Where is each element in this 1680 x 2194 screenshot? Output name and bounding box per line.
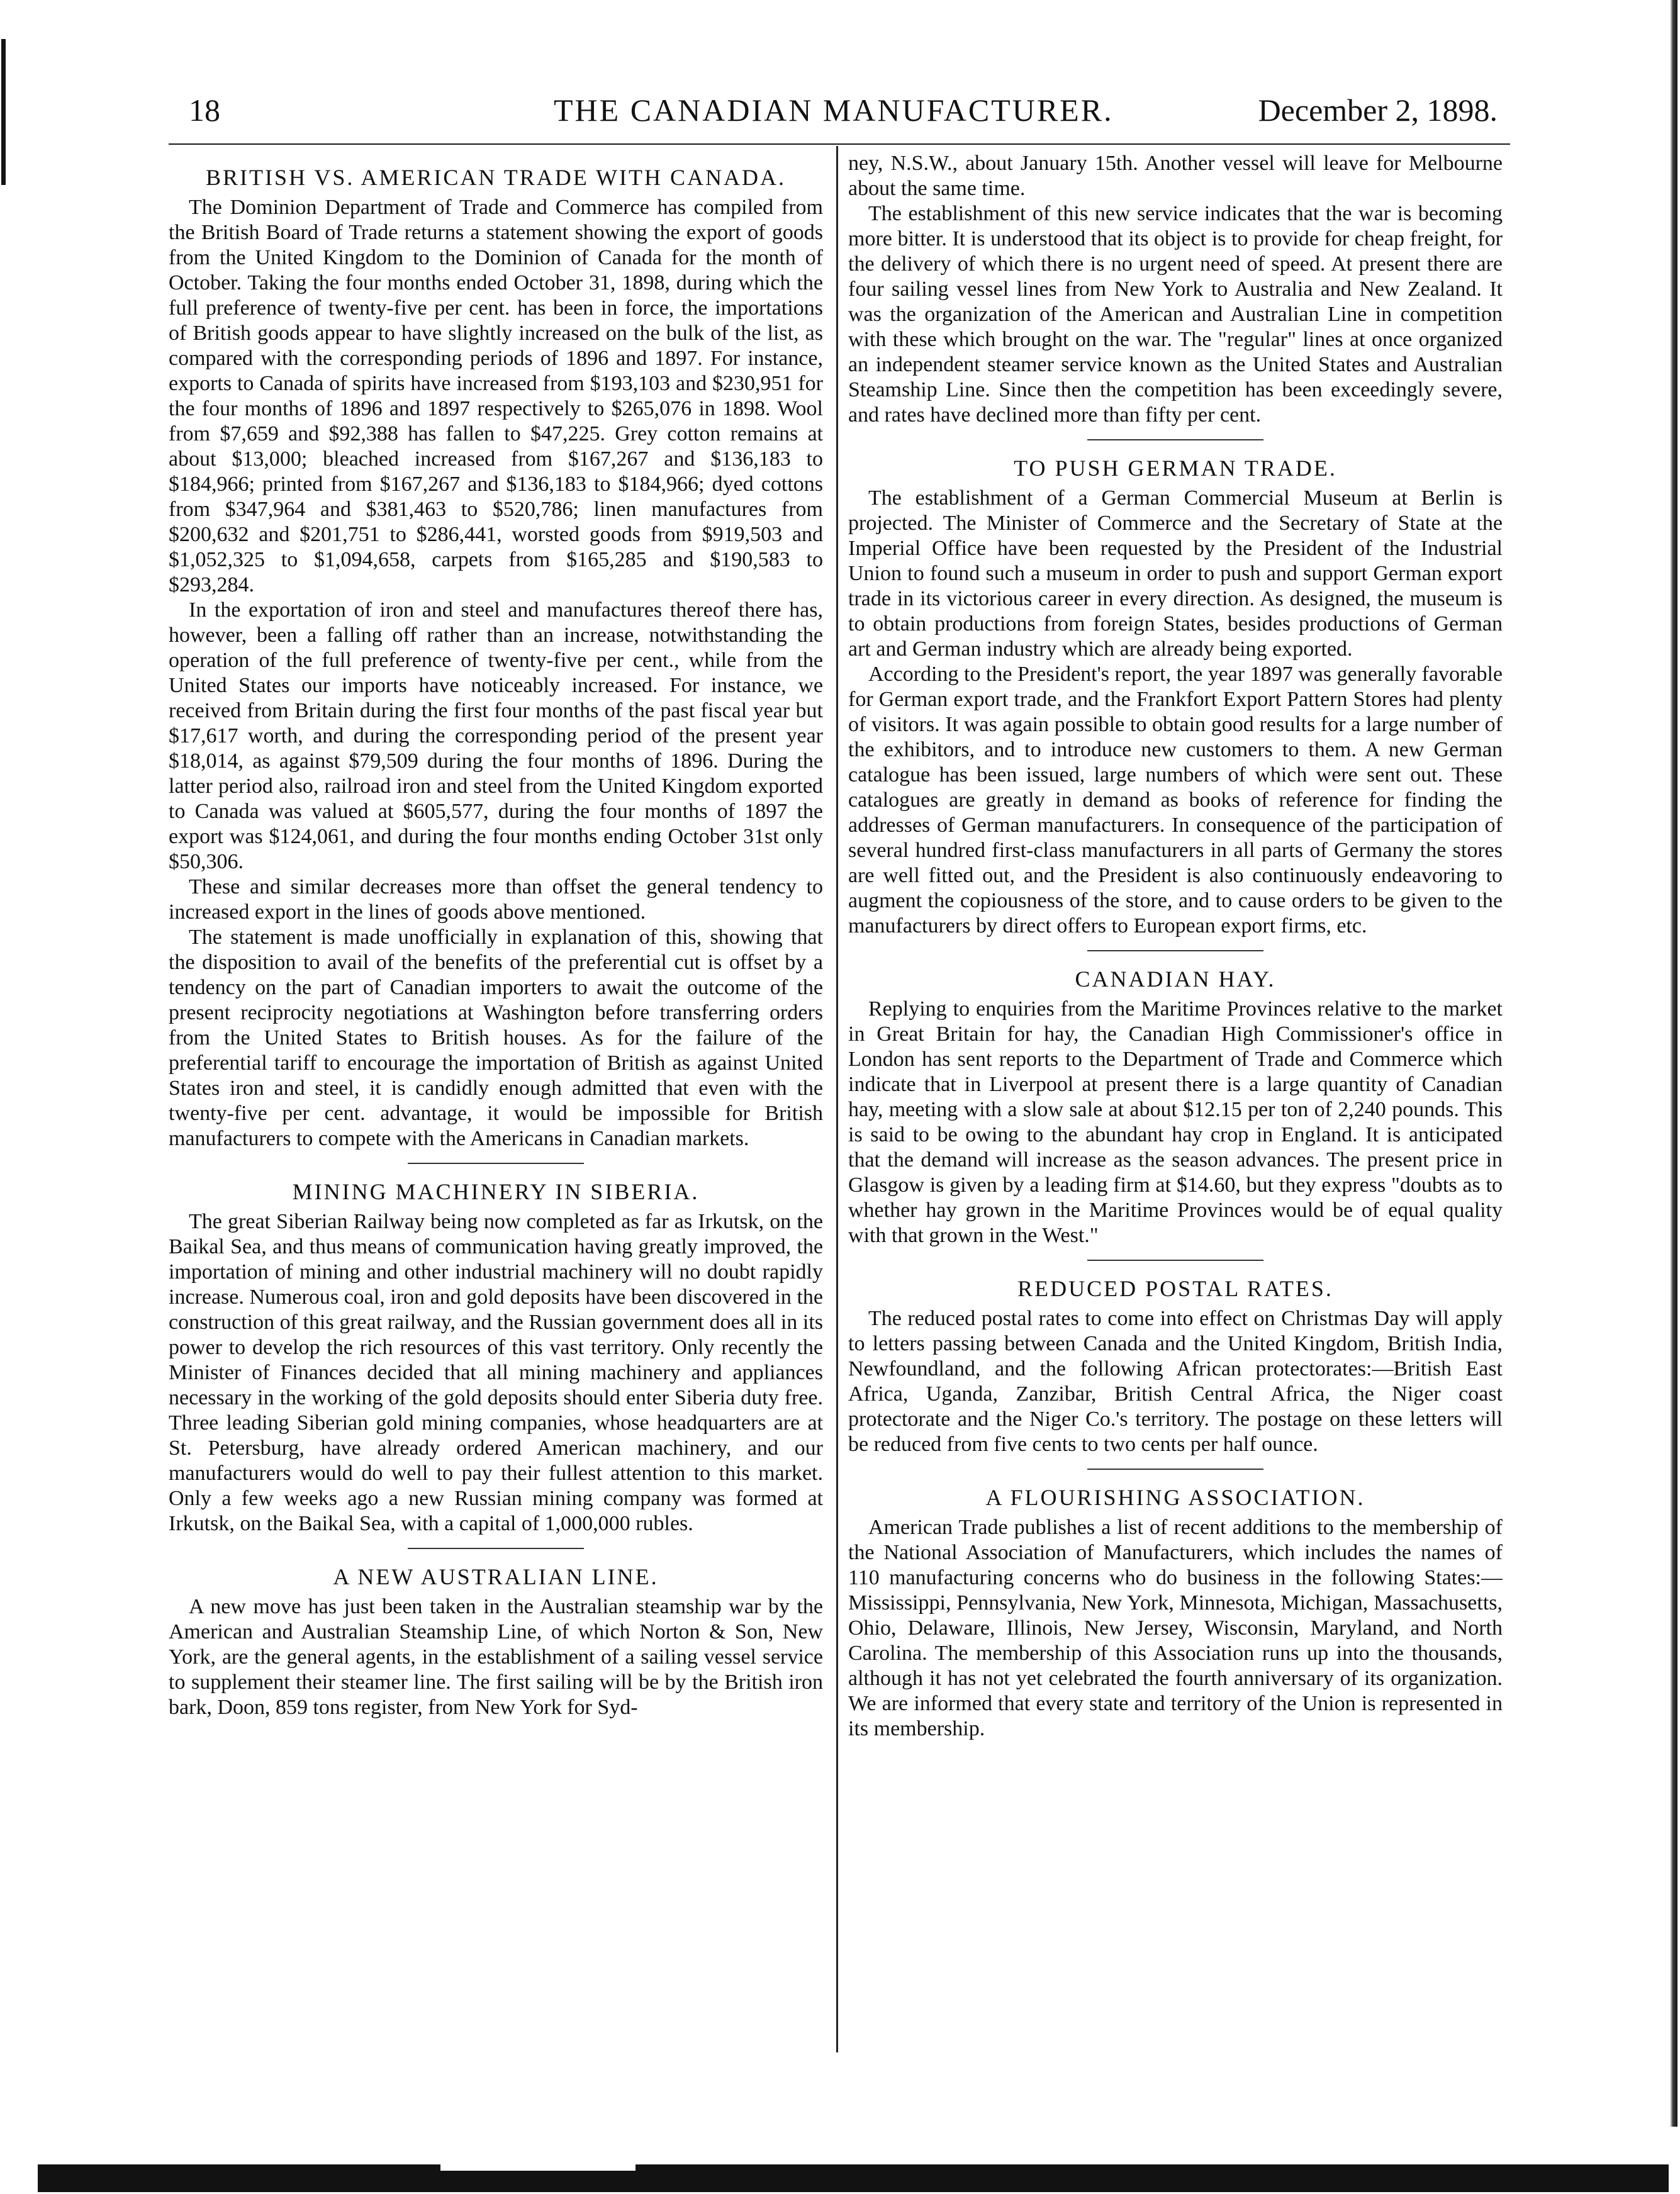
section-separator bbox=[1087, 1260, 1263, 1261]
scan-edge-left bbox=[1, 39, 6, 185]
article-paragraph: These and similar decreases more than offset the general tendency to increased export in the lines of goods above mentioned. bbox=[169, 875, 823, 924]
right-column bbox=[848, 151, 1503, 2164]
article-title-hay: CANADIAN HAY. bbox=[1075, 966, 1276, 992]
article-paragraph: The Dominion Department of Trade and Commerce has compiled from the British Board of Trade returns a statement showing the export of goods from the United Kingdom to the Dominion of Canada for the month of October. Taking the four months ended October 31, 1898, during which the full preference of twenty-five per cent. has been in force, the importations of British goods appear to have slightly increased on the bulk of the list, as compared with the corresponding periods of 1896 and 1897. For instance, exports to Canada of spirits have increased from $193,103 and $230,951 for the four months of 1896 and 1897 respectively to $265,076 in 1898. Wool from $7,659 and $92,388 has fallen to $47,225. Grey cotton remains at about $13,000; bleached increased from $167,267 and $136,183 to $184,966; printed from $167,267 and $136,183 to $184,966; dyed cottons from $347,964 and $381,463 to $520,786; linen manufactures from $200,632 and $201,751 to $286,441, worsted goods from $919,503 and $1,052,325 to $1,094,658, carpets from $165,285 and $190,583 to $293,284. bbox=[169, 196, 823, 596]
scan-bottom-band-gap bbox=[440, 2164, 636, 2171]
issue-date: December 2, 1898. bbox=[1258, 92, 1498, 128]
column-divider bbox=[836, 146, 838, 2052]
section-separator bbox=[1087, 439, 1263, 440]
article-paragraph: Replying to enquiries from the Maritime Provinces relative to the market in Great Britain for hay, the Canadian High Commissioner's office in London has sent reports to the Department of Trade and Commerce which indicate that in Liverpool at present there is a large quantity of Canadian hay, meeting with a slow sale at about $12.15 per ton of 2,240 pounds. This is said to be owing to the abundant hay crop in England. It is anticipated that the demand will increase as the season advances. The present price in Glasgow is given by a leading firm at $14.60, but they express "doubts as to whether hay grown in the Maritime Provinces would be of equal quality with that grown in the West." bbox=[848, 997, 1503, 1247]
article-paragraph: According to the President's report, the year 1897 was generally favorable for German export trade, and the Frankfort Export Pattern Stores had plenty of visitors. It was again possible to obtain good results for a large number of the exhibitors, and to introduce new customers to them. A new German catalogue has been issued, large numbers of which were sent out. These catalogues are greatly in demand as books of reference for finding the addresses of German manufacturers. In consequence of the participation of several hundred first-class manufacturers in all parts of Germany the stores are well fitted out, and the President is also continuously endeavoring to augment the copiousness of the store, and to cause orders to be given to the manufacturers by direct offers to European export firms, etc. bbox=[848, 663, 1503, 937]
article-title-australian: A NEW AUSTRALIAN LINE. bbox=[333, 1564, 659, 1589]
article-title-association: A FLOURISHING ASSOCIATION. bbox=[985, 1485, 1365, 1510]
scan-edge-right bbox=[1670, 0, 1677, 2127]
article-title-british-trade: BRITISH VS. AMERICAN TRADE WITH CANADA. bbox=[205, 165, 787, 190]
article-paragraph: The establishment of a German Commercial Museum at Berlin is projected. The Minister of Commerce and the Secretary of State at the Imperial Office have been requested by the President of the Industrial Union to found such a museum in order to push and support German export trade in its victorious career in every direction. As designed, the museum is to obtain productions from foreign States, besides productions of German art and German industry which are already being exported. bbox=[848, 486, 1503, 661]
article-title-mining: MINING MACHINERY IN SIBERIA. bbox=[292, 1179, 700, 1204]
journal-title: THE CANADIAN MANUFACTURER. bbox=[554, 92, 1114, 128]
article-title-postal: REDUCED POSTAL RATES. bbox=[1017, 1276, 1333, 1301]
article-paragraph: In the exportation of iron and steel and manufactures thereof there has, however, been a falling off rather than an increase, notwithstanding the operation of the full preference of twenty-five per cent., while from the United States our imports have noticeably increased. For instance, we received from Britain during the first four months of the past fiscal year but $17,617 worth, and during the corresponding period of the present year $18,014, as against $79,509 during the four months of 1896. During the latter period also, railroad iron and steel from the United Kingdom exported to Canada was valued at $605,577, during the four months of 1897 the export was $124,061, and during the four months ending October 31st only $50,306. bbox=[169, 598, 823, 873]
article-paragraph: The establishment of this new service indicates that the war is becoming more bitter. It is understood that its object is to provide for cheap freight, for the delivery of which there is no urgent need of speed. At present there are four sailing vessel lines from New York to Australia and New Zealand. It was the organization of the American and Australian Line in competition with these which brought on the war. The "regular" lines at once organized an independent steamer service known as the United States and Australian Steamship Line. Since then the competition has been exceedingly severe, and rates have declined more than fifty per cent. bbox=[848, 202, 1503, 427]
article-paragraph: A new move has just been taken in the Australian steamship war by the American and Australian Steamship Line, of which Norton & Son, New York, are the general agents, in the establishment of a sailing vessel service to supplement their steamer line. The first sailing will be by the British iron bark, Doon, 859 tons register, from New York for Syd- bbox=[169, 1595, 823, 1719]
section-separator bbox=[408, 1548, 584, 1549]
page-number: 18 bbox=[189, 92, 220, 128]
scan-bottom-band bbox=[38, 2164, 1669, 2192]
section-separator bbox=[1087, 1469, 1263, 1470]
page-header bbox=[189, 92, 1498, 130]
article-paragraph-continued: ney, N.S.W., about January 15th. Another vessel will leave for Melbourne about the same time. bbox=[848, 152, 1503, 200]
section-separator bbox=[408, 1163, 584, 1164]
section-separator bbox=[1087, 950, 1263, 951]
article-paragraph: American Trade publishes a list of recent additions to the membership of the National Association of Manufacturers, which includes the names of 110 manufacturing concerns who do business in the following States:—Mississippi, Pennsylvania, New York, Minnesota, Michigan, Massachusetts, Ohio, Delaware, Illinois, New Jersey, Wisconsin, Maryland, and North Carolina. The membership of this Association runs up into the thousands, although it has not yet celebrated the fourth anniversary of its organization. We are informed that every state and territory of the Union is represented in its membership. bbox=[848, 1516, 1503, 1740]
header-rule bbox=[169, 143, 1510, 145]
article-title-german: TO PUSH GERMAN TRADE. bbox=[1014, 456, 1337, 481]
article-paragraph: The statement is made unofficially in explanation of this, showing that the disposition to avail of the benefits of the preferential cut is offset by a tendency on the part of Canadian importers to await the outcome of the present reciprocity negotiations at Washington before transferring orders from the United States to British houses. As for the failure of the preferential tariff to encourage the importation of British as against United States iron and steel, it is candidly enough admitted that even with the twenty-five per cent. advantage, it would be impossible for British manufacturers to compete with the Americans in Canadian markets. bbox=[169, 926, 823, 1150]
article-paragraph: The great Siberian Railway being now completed as far as Irkutsk, on the Baikal Sea, and thus means of communication having greatly improved, the importation of mining and other industrial machinery will no doubt rapidly increase. Numerous coal, iron and gold deposits have been discovered in the construction of this great railway, and the Russian government does all in its power to develop the rich resources of this vast territory. Only recently the Minister of Finances decided that all mining machinery and appliances necessary in the working of the gold deposits should enter Siberia duty free. Three leading Siberian gold mining companies, whose headquarters are at St. Petersburg, have already ordered American machinery, and our manufacturers would do well to pay their fullest attention to this market. Only a few weeks ago a new Russian mining company was formed at Irkutsk, on the Baikal Sea, with a capital of 1,000,000 rubles. bbox=[169, 1210, 823, 1535]
left-column bbox=[169, 151, 823, 2164]
article-paragraph: The reduced postal rates to come into effect on Christmas Day will apply to letters passing between Canada and the United Kingdom, British India, Newfoundland, and the following African protectorates:—British East Africa, Uganda, Zanzibar, British Central Africa, the Niger coast protectorate and the Niger Co.'s territory. The postage on these letters will be reduced from five cents to two cents per half ounce. bbox=[848, 1307, 1503, 1456]
